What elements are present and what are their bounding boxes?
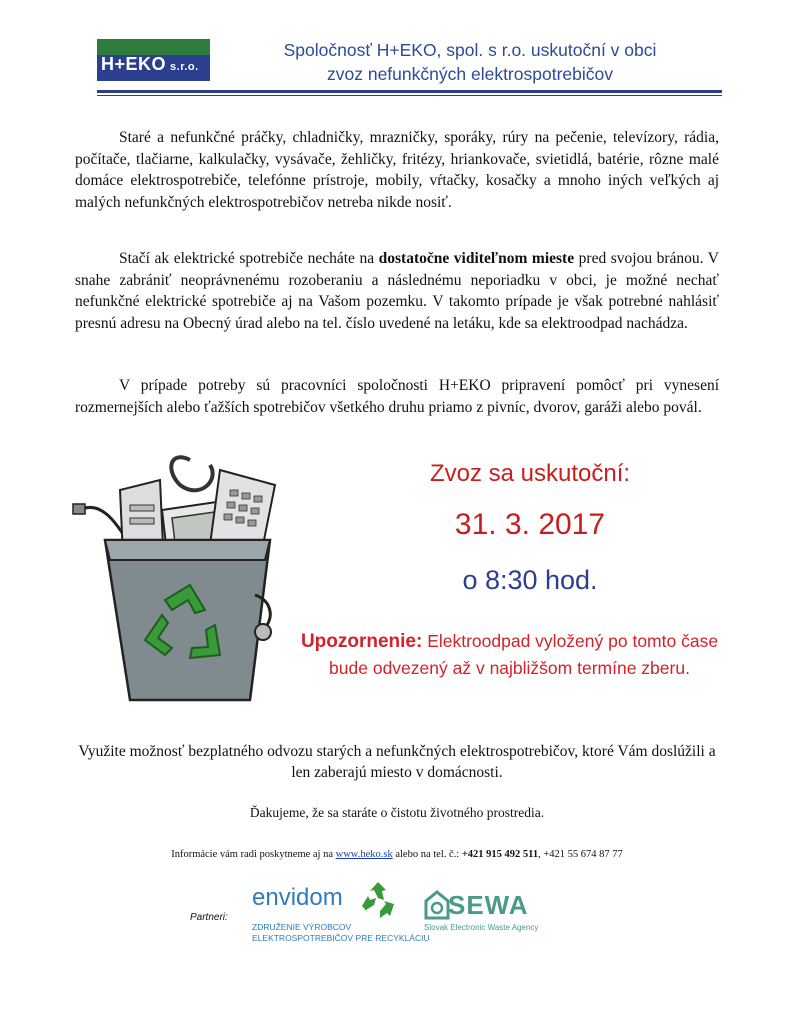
emphasis-visible-place: dostatočne viditeľnom mieste <box>378 250 575 267</box>
phone-primary: +421 915 492 511 <box>461 849 539 860</box>
envidom-recycle-icon <box>356 878 400 922</box>
warning-notice: Upozornenie: Elektroodpad vyložený po tomto čase bude odvezený až v najbližšom termíne zberu. <box>300 631 719 678</box>
warning-text: Elektroodpad vyložený po tomto čase bude odvezený až v najbližšom termíne zberu. <box>329 631 719 678</box>
envidom-logo-text: envidom <box>252 884 343 911</box>
warning-label: Upozornenie <box>300 631 416 652</box>
thanks-text: Ďakujeme, že sa staráte o čistotu životného prostredia. <box>249 805 545 820</box>
sewa-logo-text: SEWA <box>448 890 529 920</box>
pickup-heading: Zvoz sa uskutoční: <box>429 460 631 487</box>
partners-label: Partneri: <box>190 912 228 923</box>
logo-green-band <box>97 39 210 55</box>
envidom-subtitle: ZDRUŽENIE VÝROBCOV ELEKTROSPOTREBIČOV PRE RECYKLÁCIU <box>252 922 430 943</box>
sewa-logo-icon <box>424 890 450 920</box>
title-line-2: zvoz nefunkčných elektrospotrebičov <box>327 64 613 84</box>
title-line-1: Spoločnosť H+EKO, spol. s r.o. uskutoční v obci <box>283 40 657 60</box>
phone-secondary: , +421 55 674 87 77 <box>538 849 623 860</box>
pickup-time: o 8:30 hod. <box>462 565 598 595</box>
website-link[interactable]: www.heko.sk <box>335 849 393 860</box>
header-divider <box>97 90 722 93</box>
contact-line: Informácie vám radi poskytneme aj na www.heko.sk alebo na tel. č.: +421 915 492 511, +421 55 674 87 77 <box>171 849 623 860</box>
recycle-bin-electronics-illustration <box>70 450 290 710</box>
paragraph-assistance: V prípade potreby sú pracovníci spoločnosti H+EKO pripravení pomôcť pri vynesení rozmernejších alebo ťažších spotrebičov všetkého druhu priamo z pivníc, dvorov, garáži alebo povál. <box>75 377 719 416</box>
sewa-subtitle: Slovak Electronic Waste Agency <box>424 923 539 932</box>
closing-text: Využite možnosť bezplatného odvozu starých a nefunkčných elektrospotrebičov, ktoré Vám doslúžili a len zaberajú miesto v domácnosti. <box>78 743 716 781</box>
page-title <box>230 38 710 86</box>
header-divider-thin <box>97 95 722 96</box>
paragraph-placement: Stačí ak elektrické spotrebiče necháte na dostatočne viditeľnom mieste pred svojou bránou. V snahe zabrániť neoprávnenému rozoberaniu a následnému neporiadku v obci, je možné nechať nefunkčné elektrické spotrebiče aj na Vašom pozemku. V takomto prípade je však potrebné nahlásiť presnú adresu na Obecný úrad alebo na tel. číslo uvedené na letáku, kde sa elektroodpad nachádza. <box>75 250 720 332</box>
heko-logo <box>97 39 210 81</box>
pickup-date: 31. 3. 2017 <box>454 508 606 541</box>
paragraph-appliances: Staré a nefunkčné práčky, chladničky, mrazničky, sporáky, rúry na pečenie, televízory, rádia, počítače, tlačiarne, kalkulačky, vysávače, žehličky, fritézy, hriankovače, svietidlá, batérie, rôzne malé domáce elektrospotrebiče, telefónne prístroje, mobily, vŕtačky, kosačky a mnoho iných veľkých aj malých nefunkčných elektrospotrebičov netreba nikde nosiť. <box>75 129 719 211</box>
logo-text: H+EKO s.r.o. <box>101 54 199 74</box>
